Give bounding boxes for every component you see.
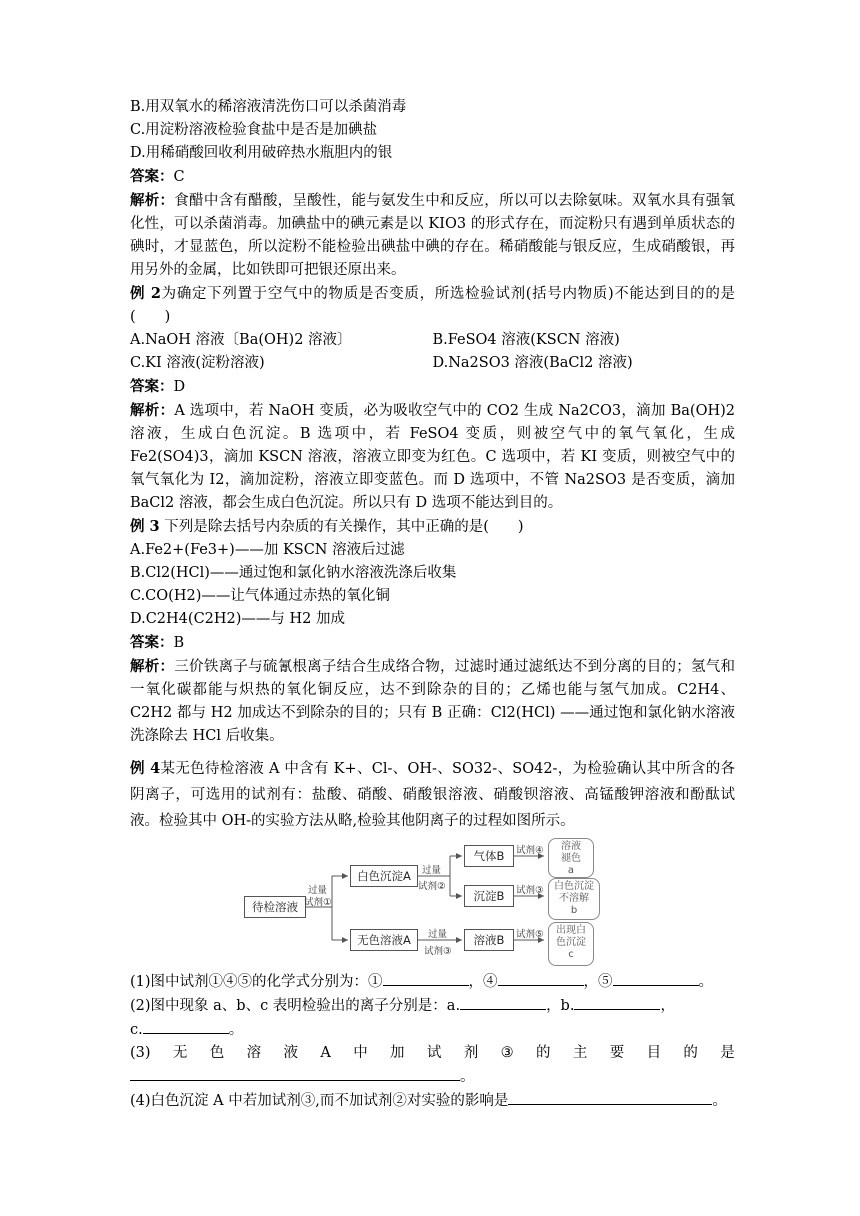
explanation-label: 解析： — [130, 402, 175, 419]
question-3-word: 溶 — [246, 1045, 262, 1061]
question-1-end: 。 — [698, 974, 714, 990]
option-b-text: B.用双氧水的稀溶液清洗伤口可以杀菌消毒 — [130, 99, 407, 115]
question-4-text: (4)白色沉淀 A 中若加试剂③,而不加试剂②对实验的影响是 — [130, 1093, 509, 1109]
answer-1 — [130, 165, 735, 189]
result-a-line2: 褪色 — [561, 853, 581, 864]
answer-blank-1[interactable] — [383, 970, 469, 986]
explanation-2 — [130, 399, 735, 515]
question-2-text: (2)图中现象 a、b、c 表明检验出的离子分别是：a. — [130, 998, 461, 1014]
question-3-cont — [130, 1065, 735, 1089]
question-1-sep1: ，④ — [468, 974, 498, 990]
start-solution-box: 待检溶液 — [244, 896, 306, 918]
question-3-word: 试 — [426, 1045, 442, 1061]
example-2-option-c: C.KI 溶液(淀粉溶液) — [130, 355, 265, 371]
answer-blank-b[interactable] — [574, 994, 660, 1010]
question-3-word: 加 — [390, 1045, 405, 1061]
question-1-sep2: ，⑤ — [583, 974, 613, 990]
example-3-option-a: A.Fe2+(Fe3+)——加 KSCN 溶液后过滤 — [130, 542, 405, 558]
result-b-line2: 不溶解 — [559, 893, 589, 904]
step1-top-label: 过量 — [308, 885, 328, 896]
question-3-word: 主 — [572, 1045, 588, 1061]
answer-value: C — [173, 169, 185, 185]
gas-b-box: 气体B — [464, 845, 514, 867]
example-2-options-cd — [130, 352, 735, 375]
example-4-question — [130, 756, 735, 834]
reagent-4-label: 试剂④ — [516, 845, 544, 856]
answer-value: B — [173, 635, 185, 651]
question-3-word: 的 — [535, 1045, 551, 1061]
question-3-word: 无 — [172, 1045, 188, 1061]
question-3-word: 是 — [720, 1045, 735, 1061]
example-3-option-d: D.C2H4(C2H2)——与 H2 加成 — [130, 611, 346, 627]
example-2-option-b: B.FeSO4 溶液(KSCN 溶液) — [432, 332, 620, 348]
precipitate-b-box: 沉淀B — [464, 885, 514, 907]
question-4-end: 。 — [712, 1093, 727, 1109]
question-3-word: 中 — [353, 1045, 368, 1061]
explanation-3 — [130, 655, 735, 748]
answer-value: D — [173, 379, 186, 395]
answer-label: 答案： — [130, 634, 174, 651]
example-2-options-ab — [130, 329, 735, 352]
white-precipitate-a-box: 白色沉淀A — [350, 865, 418, 887]
question-3-word: 目 — [646, 1045, 662, 1061]
reagent-5-label: 试剂⑤ — [516, 929, 544, 940]
explanation-label: 解析： — [130, 192, 175, 209]
result-b-letter: b — [570, 905, 578, 916]
question-3-word: 色 — [209, 1045, 225, 1061]
answer-blank-5[interactable] — [613, 970, 699, 986]
option-c-text: C.用淀粉溶液检验食盐中是否是加碘盐 — [130, 122, 378, 138]
question-1 — [130, 970, 735, 994]
reagent-3-label: 试剂③ — [516, 885, 544, 896]
answer-blank-q4[interactable] — [508, 1089, 712, 1105]
step2-bottom-label: 试剂② — [418, 881, 446, 892]
example-4-label: 例 4 — [130, 760, 161, 777]
step3-top-label: 过量 — [428, 929, 448, 940]
solution-b-box: 溶液B — [464, 929, 514, 951]
example-2-question — [130, 282, 735, 329]
question-2-sep1: ，b. — [546, 998, 575, 1014]
flow-diagram — [242, 840, 622, 970]
answer-blank-c[interactable] — [143, 1018, 229, 1034]
result-b-line1: 白色沉淀 — [554, 881, 594, 892]
example-3-text: 下列是除去括号内杂质的有关操作，其中正确的是( ) — [159, 519, 524, 535]
example-3-option-c: C.CO(H2)——让气体通过赤热的氧化铜 — [130, 588, 390, 604]
question-3-word: 液 — [283, 1045, 298, 1061]
question-2-cont — [130, 1018, 735, 1042]
question-2-sep2: ， — [660, 998, 675, 1014]
answer-3 — [130, 631, 735, 655]
example-3-label: 例 3 — [130, 518, 160, 535]
question-3-word: A — [320, 1045, 331, 1061]
step3-bottom-label: 试剂③ — [424, 946, 452, 957]
example-2-text: 为确定下列置于空气中的物质是否变质，所选检验试剂(括号内物质)不能达到目的的是( ) — [130, 286, 735, 325]
result-b — [548, 878, 600, 920]
result-c-line2: 色沉淀 — [556, 937, 586, 948]
question-3-end: 。 — [460, 1069, 475, 1085]
result-c-line1: 出现白 — [556, 925, 586, 936]
example-4-text: 某无色待检溶液 A 中含有 K+、Cl-、OH-、SO32-、SO42-，为检验确认其中所含的各阴离子，可选用的试剂有：盐酸、硝酸、硝酸银溶液、硝酸钡溶液、高锰酸钾溶液和酚酞试液。检验其中 OH-的实验方法从略,检验其他阴离子的过程如图所示。 — [130, 761, 735, 829]
answer-label: 答案： — [130, 378, 174, 395]
explanation-text: 食醋中含有醋酸，呈酸性，能与氨发生中和反应，所以可以去除氨味。双氧水具有强氧化性，可以杀菌消毒。加碘盐中的碘元素是以 KIO3 的形式存在，而淀粉只有遇到单质状态的碘时，才显蓝色，所以淀粉不能检验出碘盐中碘的存在。稀硝酸能与银反应，生成硝酸银，再用另外的金属，比如铁即可把银还原出来。 — [130, 193, 736, 278]
question-2-c-label: c. — [130, 1022, 143, 1038]
explanation-text: A 选项中，若 NaOH 变质，必为吸收空气中的 CO2 生成 Na2CO3，滴加 Ba(OH)2 溶液，生成白色沉淀。B 选项中，若 FeSO4 变质，则被空气中的氧气氧化，生成 Fe2(SO4)3，滴加 KSCN 溶液，溶液立即变为红色。C 选项中，若 KI 变质，则被空气中的氧气氧化为 I2，滴加淀粉，溶液立即变蓝色。而 D 选项中，不管 Na2SO3 是否变质，滴加 BaCl2 溶液，都会生成白色沉淀。所以只有 D 选项不能达到目的。 — [130, 403, 736, 511]
result-a — [548, 838, 594, 878]
explanation-1 — [130, 189, 735, 282]
answer-blank-a[interactable] — [460, 994, 546, 1010]
answer-2 — [130, 375, 735, 399]
question-1-text: (1)图中试剂①④⑤的化学式分别为：① — [130, 974, 383, 990]
answer-label: 答案： — [130, 168, 174, 185]
explanation-label: 解析： — [130, 658, 175, 675]
step1-bottom-label: 试剂① — [304, 897, 332, 908]
example-3-question — [130, 515, 735, 539]
result-c-letter: c — [568, 949, 574, 960]
question-3-word: 剂 — [463, 1045, 479, 1061]
question-3 — [130, 1042, 735, 1065]
question-4 — [130, 1089, 735, 1113]
result-a-line1: 溶液 — [561, 841, 581, 852]
question-2 — [130, 994, 735, 1018]
option-d-text: D.用稀硝酸回收利用破碎热水瓶胆内的银 — [130, 145, 393, 161]
answer-blank-q3[interactable] — [130, 1065, 460, 1081]
question-2-end: 。 — [228, 1022, 244, 1038]
example-3-option-b: B.Cl2(HCl)——通过饱和氯化钠水溶液洗涤后收集 — [130, 565, 457, 581]
question-3-word: 要 — [609, 1045, 625, 1061]
colorless-solution-a-box: 无色溶液A — [350, 929, 418, 951]
result-c — [548, 922, 594, 966]
document-page — [130, 96, 735, 1113]
question-3-word: 的 — [683, 1045, 698, 1061]
example-2-option-d: D.Na2SO3 溶液(BaCl2 溶液) — [432, 355, 633, 371]
step2-top-label: 过量 — [422, 865, 442, 876]
example-2-label: 例 2 — [130, 285, 161, 302]
question-3-word: (3) — [130, 1045, 151, 1061]
question-3-word: ③ — [500, 1045, 514, 1061]
explanation-text: 三价铁离子与硫氰根离子结合生成络合物，过滤时通过滤纸达不到分离的目的；氢气和一氧化碳都能与炽热的氧化铜反应，达不到除杂的目的；乙烯也能与氢气加成。C2H4、C2H2 都与 H2 加成达不到除杂的目的；只有 B 正确：Cl2(HCl) ——通过饱和氯化钠水溶液洗涤除去 HCl 后收集。 — [130, 659, 736, 744]
result-a-letter: a — [567, 865, 575, 876]
answer-blank-4[interactable] — [498, 970, 584, 986]
example-2-option-a: A.NaOH 溶液〔Ba(OH)2 溶液〕 — [130, 332, 352, 348]
